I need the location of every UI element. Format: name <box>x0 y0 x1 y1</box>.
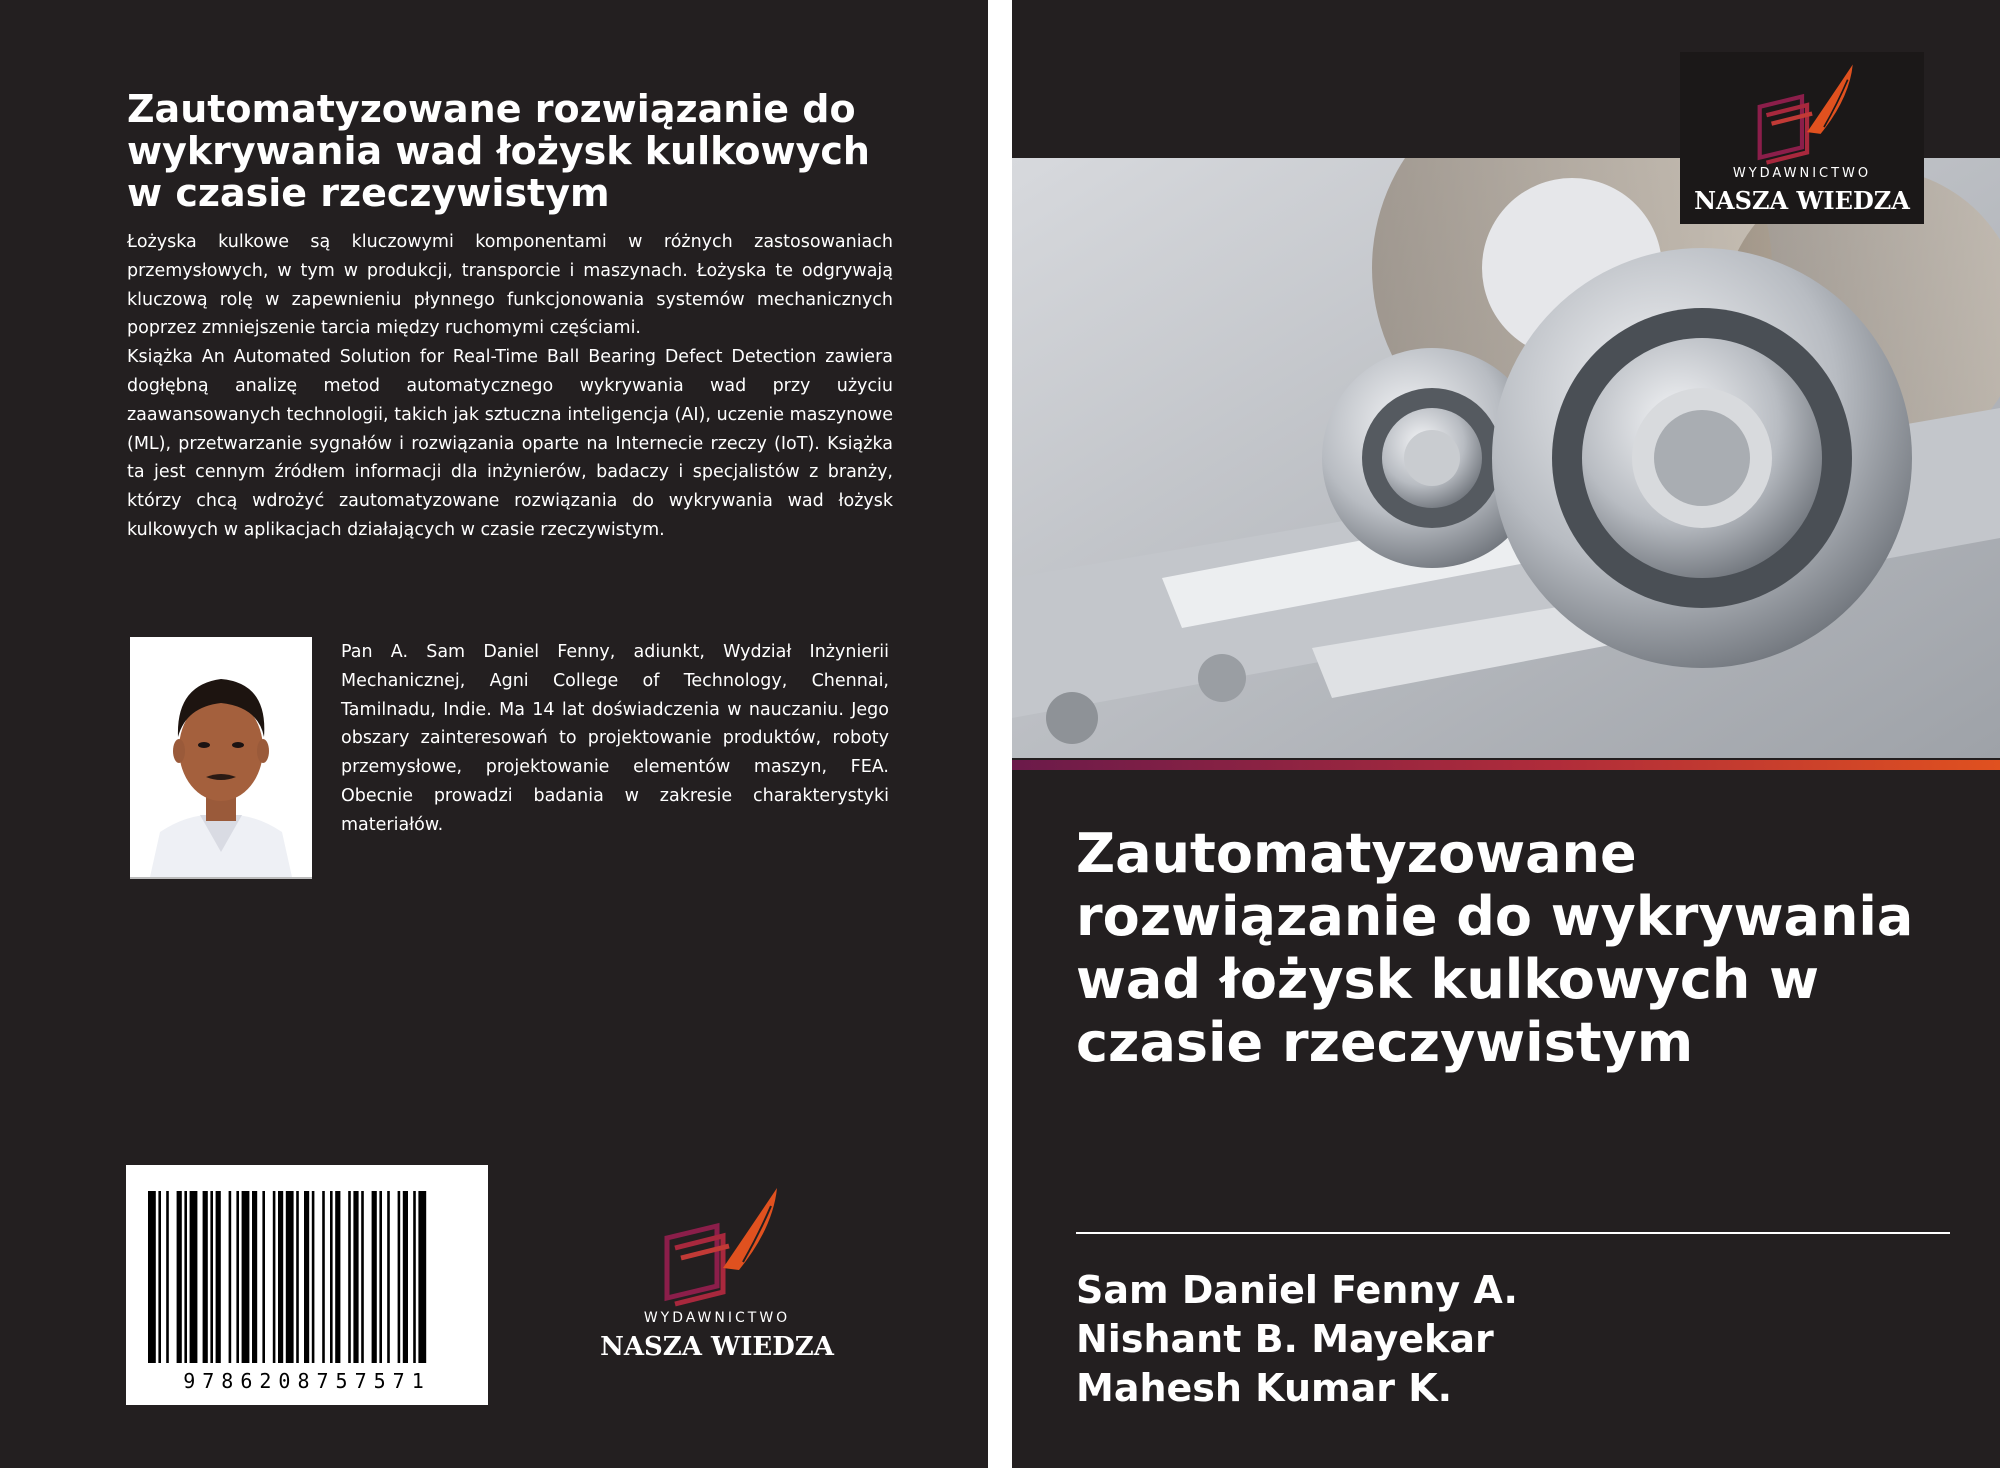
author-name: Nishant B. Mayekar <box>1076 1317 1494 1361</box>
barcode-bar <box>372 1191 377 1363</box>
cover-photo-bearings <box>1012 158 2000 758</box>
barcode-bar <box>158 1191 161 1363</box>
publisher-line1: WYDAWNICTWO <box>643 1310 791 1326</box>
author-bio: Pan A. Sam Daniel Fenny, adiunkt, Wydział Inżynierii Mechanicznej, Agni College of Technology, Chennai, Tamilnadu, Indie. Ma 14 lat doświadczenia w nauczaniu. Jego obszary zainteresowań to projektowanie produktów, roboty przemysłowe, projektowanie elementów maszyn, FEA. Obecnie prowadzi badania w zakresie charakterystyki materiałów. <box>341 642 889 835</box>
author-photo <box>130 637 312 879</box>
author-portrait-image <box>130 637 312 877</box>
back-cover-description <box>127 228 893 545</box>
barcode-bar <box>148 1191 156 1363</box>
back-cover-title: Zautomatyzowane rozwiązanie do wykrywania wad łożysk kulkowych w czasie rzeczywistym <box>127 87 870 215</box>
description-paragraph: Łożyska kulkowe są kluczowymi komponentami w różnych zastosowaniach przemysłowych, w tym w produkcji, transporcie i maszynach. Łożyska te odgrywają kluczową rolę w zapewnieniu płynnego funkcjonowania systemów mechanicznych poprzez zmniejszenie tarcia między ruchomymi częściami. <box>127 232 893 339</box>
barcode-bar <box>335 1191 340 1363</box>
barcode-bar <box>216 1191 221 1363</box>
barcode-bar <box>330 1191 333 1363</box>
accent-stripe <box>1012 760 2000 770</box>
front-cover <box>1012 0 2000 1468</box>
front-cover-title: Zautomatyzowane rozwiązanie do wykrywania wad łożysk kulkowych w czasie rzeczywistym <box>1076 822 1914 1074</box>
barcode-bar <box>353 1191 358 1363</box>
publisher-line1: WYDAWNICTWO <box>1732 166 1872 181</box>
publisher-line2: NASZA WIEDZA <box>1694 186 1910 215</box>
title-divider <box>1076 1232 1950 1234</box>
spine <box>988 0 1012 1468</box>
barcode-bar <box>236 1191 239 1363</box>
barcode-bar <box>262 1191 265 1363</box>
barcode-bar <box>184 1191 187 1363</box>
barcode-bar <box>403 1191 408 1363</box>
barcode <box>126 1165 488 1405</box>
description-paragraph: Książka An Automated Solution for Real-Time Ball Bearing Defect Detection zawiera dogłębną analizę metod automatycznego wykrywania wad przy użyciu zaawansowanych technologii, takich jak sztuczna inteligencja (AI), uczenie maszynowe (ML), przetwarzanie sygnałów i rozwiązania oparte na Internecie rzeczy (IoT). Książka ta jest cennym źródłem informacji dla inżynierów, badaczy i specjalistów z branży, którzy chcą wdrożyć zautomatyzowane rozwiązania do wykrywania wad łożysk kulkowych w aplikacjach działających w czasie rzeczywistym. <box>127 347 893 540</box>
barcode-bar <box>190 1191 198 1363</box>
barcode-bar <box>210 1191 213 1363</box>
author-list <box>1076 1266 1956 1413</box>
barcode-bar <box>322 1191 325 1363</box>
barcode-bar <box>361 1191 364 1363</box>
front-publisher-logo <box>1680 52 1924 224</box>
book-quill-icon <box>1732 56 1872 166</box>
barcode-bar <box>203 1191 208 1363</box>
barcode-bar <box>418 1191 426 1363</box>
barcode-bar <box>242 1191 250 1363</box>
barcode-bar <box>312 1191 315 1363</box>
back-publisher-logo <box>592 1178 842 1368</box>
barcode-bar <box>379 1191 382 1363</box>
publisher-line2: NASZA WIEDZA <box>600 1332 834 1362</box>
barcode-bar <box>413 1191 416 1363</box>
book-quill-icon <box>647 1178 787 1308</box>
barcode-bar <box>252 1191 257 1363</box>
barcode-bar <box>273 1191 276 1363</box>
barcode-bar <box>387 1191 390 1363</box>
barcode-bar <box>278 1191 283 1363</box>
barcode-bar <box>166 1191 169 1363</box>
author-name: Sam Daniel Fenny A. <box>1076 1268 1518 1312</box>
barcode-bar <box>304 1191 309 1363</box>
barcode-bar <box>398 1191 401 1363</box>
barcode-bar <box>229 1191 232 1363</box>
barcode-bar <box>177 1191 182 1363</box>
author-name: Mahesh Kumar K. <box>1076 1366 1453 1410</box>
barcode-bar <box>296 1191 299 1363</box>
back-cover <box>0 0 988 1468</box>
barcode-bar <box>348 1191 351 1363</box>
isbn-number: 9786208757571 <box>183 1369 431 1393</box>
ball-bearing-image <box>1012 158 2000 758</box>
barcode-bar <box>286 1191 294 1363</box>
